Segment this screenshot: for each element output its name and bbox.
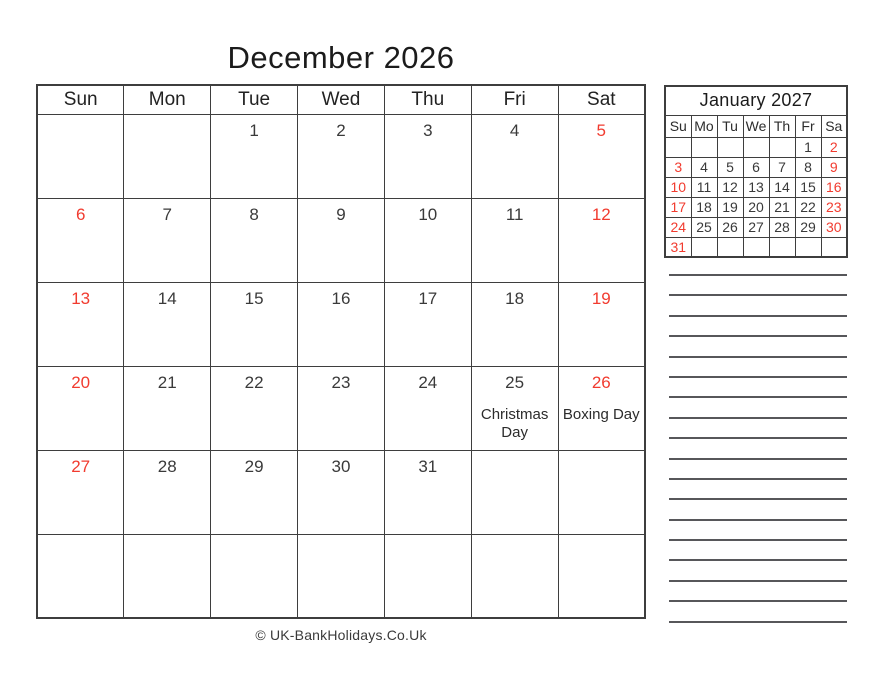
day-cell	[384, 450, 471, 534]
day-cell	[211, 198, 298, 282]
mini-day-cell	[691, 217, 717, 237]
mini-day-cell	[691, 177, 717, 197]
mini-day-cell	[717, 237, 743, 257]
day-number: 21	[157, 372, 177, 392]
note-line	[669, 580, 847, 600]
mini-day-number: 25	[696, 219, 712, 235]
mini-day-number: 5	[726, 159, 734, 175]
mini-day-number: 28	[774, 219, 790, 235]
weekday-header-row	[37, 85, 645, 114]
day-cell	[37, 114, 124, 198]
day-cell	[471, 198, 558, 282]
day-cell	[471, 450, 558, 534]
mini-weekday-header-mo: Mo	[691, 115, 717, 137]
note-line	[669, 478, 847, 498]
mini-day-number: 15	[800, 179, 816, 195]
day-cell	[124, 198, 211, 282]
mini-day-cell	[769, 157, 795, 177]
day-cell	[37, 198, 124, 282]
weekday-header-fri: Fri	[471, 85, 558, 114]
day-number: 19	[591, 288, 611, 308]
day-number: 28	[157, 456, 177, 476]
mini-day-number: 17	[670, 199, 687, 215]
mini-day-number: 13	[748, 179, 764, 195]
day-cell	[124, 282, 211, 366]
day-number: 20	[71, 372, 91, 392]
mini-weekday-header-row	[665, 115, 847, 137]
day-number: 1	[249, 120, 259, 140]
mini-day-cell	[795, 157, 821, 177]
mini-day-number: 8	[804, 159, 812, 175]
mini-week-row	[665, 177, 847, 197]
note-line	[669, 274, 847, 294]
mini-day-number: 11	[696, 179, 712, 195]
day-cell	[471, 114, 558, 198]
holiday-label-christmas-day: Christmas Day	[480, 405, 549, 441]
copyright-footer: © UK-BankHolidays.Co.Uk	[255, 627, 427, 643]
mini-weekday-header-we: We	[743, 115, 769, 137]
mini-day-number: 30	[825, 219, 842, 235]
mini-day-cell	[795, 217, 821, 237]
day-number: 31	[418, 456, 438, 476]
day-number: 14	[157, 288, 177, 308]
note-line	[669, 458, 847, 478]
weekday-header-thu: Thu	[384, 85, 471, 114]
mini-day-cell	[743, 237, 769, 257]
mini-day-number: 23	[825, 199, 842, 215]
mini-day-number: 12	[722, 179, 738, 195]
weekday-header-sun: Sun	[37, 85, 124, 114]
day-cell	[211, 534, 298, 618]
day-number: 23	[331, 372, 351, 392]
mini-day-cell	[665, 197, 691, 217]
day-number: 7	[162, 204, 172, 224]
day-cell	[298, 282, 385, 366]
note-line	[669, 356, 847, 376]
day-cell	[124, 366, 211, 450]
mini-day-number: 6	[752, 159, 760, 175]
mini-day-cell	[795, 137, 821, 157]
week-row	[37, 450, 645, 534]
mini-day-cell	[665, 177, 691, 197]
mini-day-cell	[743, 177, 769, 197]
day-cell	[558, 450, 645, 534]
day-cell	[558, 198, 645, 282]
mini-day-number: 20	[748, 199, 764, 215]
mini-day-cell	[691, 137, 717, 157]
mini-weekday-header-th: Th	[769, 115, 795, 137]
mini-calendar-title: January 2027	[665, 86, 847, 115]
mini-weekday-header-tu: Tu	[717, 115, 743, 137]
day-number: 15	[244, 288, 264, 308]
mini-day-number: 24	[670, 219, 687, 235]
mini-day-cell	[769, 177, 795, 197]
day-cell	[298, 534, 385, 618]
day-cell-boxing-day	[558, 366, 645, 450]
week-row	[37, 366, 645, 450]
mini-week-row	[665, 197, 847, 217]
mini-day-cell	[665, 217, 691, 237]
day-cell	[124, 534, 211, 618]
mini-day-number: 9	[829, 159, 838, 175]
day-number: 25	[505, 372, 525, 392]
weekday-header-mon: Mon	[124, 85, 211, 114]
page-title: December 2026	[227, 40, 455, 75]
mini-day-cell	[821, 237, 847, 257]
day-number: 17	[418, 288, 438, 308]
day-cell	[37, 534, 124, 618]
note-line	[669, 600, 847, 620]
day-cell	[211, 282, 298, 366]
mini-day-cell	[821, 137, 847, 157]
mini-day-number: 10	[670, 179, 687, 195]
mini-day-number: 29	[800, 219, 816, 235]
mini-day-number: 19	[722, 199, 738, 215]
mini-day-number: 22	[800, 199, 816, 215]
day-number: 10	[418, 204, 438, 224]
mini-day-cell	[769, 137, 795, 157]
week-row	[37, 198, 645, 282]
day-cell	[384, 198, 471, 282]
day-cell	[211, 366, 298, 450]
mini-week-row	[665, 137, 847, 157]
mini-day-number: 26	[722, 219, 738, 235]
note-line	[669, 396, 847, 416]
mini-day-number: 27	[748, 219, 764, 235]
mini-week-row	[665, 237, 847, 257]
mini-day-number: 31	[670, 238, 687, 255]
note-lines	[669, 274, 847, 641]
mini-day-cell	[821, 177, 847, 197]
mini-day-cell	[717, 217, 743, 237]
mini-day-cell	[821, 157, 847, 177]
mini-day-cell	[821, 197, 847, 217]
day-cell	[124, 114, 211, 198]
mini-day-number: 4	[700, 159, 708, 175]
mini-day-number: 2	[829, 139, 838, 155]
day-cell	[558, 114, 645, 198]
day-number: 16	[331, 288, 351, 308]
mini-day-cell	[821, 217, 847, 237]
day-number: 27	[71, 456, 91, 476]
day-cell	[298, 198, 385, 282]
mini-day-number: 14	[774, 179, 790, 195]
mini-day-cell	[691, 157, 717, 177]
day-cell	[211, 114, 298, 198]
day-cell	[471, 534, 558, 618]
mini-day-cell	[769, 237, 795, 257]
mini-day-cell	[769, 197, 795, 217]
day-cell	[298, 366, 385, 450]
day-number: 9	[336, 204, 346, 224]
weekday-header-tue: Tue	[211, 85, 298, 114]
day-number: 24	[418, 372, 438, 392]
mini-weekday-header-su: Su	[665, 115, 691, 137]
day-number: 4	[509, 120, 520, 140]
week-row	[37, 282, 645, 366]
mini-day-cell	[795, 177, 821, 197]
mini-day-cell	[743, 197, 769, 217]
december-calendar	[36, 84, 646, 619]
week-row	[37, 534, 645, 618]
mini-day-cell	[743, 217, 769, 237]
note-line	[669, 539, 847, 559]
note-line	[669, 315, 847, 335]
mini-day-cell	[691, 237, 717, 257]
mini-day-number: 1	[804, 139, 812, 155]
mini-day-cell	[743, 137, 769, 157]
january-mini-calendar	[664, 85, 848, 258]
note-line	[669, 559, 847, 579]
mini-day-cell	[769, 217, 795, 237]
note-line	[669, 417, 847, 437]
note-line	[669, 621, 847, 641]
day-cell-christmas	[471, 366, 558, 450]
day-number: 2	[336, 120, 346, 140]
note-line	[669, 498, 847, 518]
day-cell	[211, 450, 298, 534]
mini-day-cell	[665, 237, 691, 257]
mini-day-cell	[795, 197, 821, 217]
mini-day-cell	[665, 157, 691, 177]
day-number: 30	[331, 456, 351, 476]
note-line	[669, 335, 847, 355]
day-number: 6	[75, 204, 86, 224]
note-line	[669, 294, 847, 314]
mini-day-number: 7	[778, 159, 786, 175]
mini-week-row	[665, 217, 847, 237]
day-number: 5	[596, 120, 607, 140]
mini-day-cell	[717, 157, 743, 177]
day-cell	[298, 450, 385, 534]
day-number: 18	[505, 288, 525, 308]
day-cell	[37, 366, 124, 450]
day-number: 26	[591, 372, 611, 392]
mini-weekday-header-fr: Fr	[795, 115, 821, 137]
day-cell	[384, 534, 471, 618]
mini-day-cell	[743, 157, 769, 177]
mini-day-cell	[717, 177, 743, 197]
day-number: 12	[591, 204, 611, 224]
day-cell	[558, 282, 645, 366]
note-line	[669, 519, 847, 539]
day-cell	[384, 282, 471, 366]
mini-day-cell	[717, 197, 743, 217]
mini-day-number: 16	[825, 179, 842, 195]
day-cell	[37, 282, 124, 366]
weekday-header-wed: Wed	[298, 85, 385, 114]
day-cell	[37, 450, 124, 534]
mini-day-cell	[795, 237, 821, 257]
mini-day-cell	[665, 137, 691, 157]
mini-day-cell	[717, 137, 743, 157]
note-line	[669, 376, 847, 396]
day-number: 29	[244, 456, 264, 476]
mini-day-number: 18	[696, 199, 712, 215]
mini-day-cell	[691, 197, 717, 217]
day-number: 11	[505, 204, 524, 224]
mini-day-number: 3	[674, 159, 683, 175]
mini-title-row	[665, 86, 847, 115]
day-number: 3	[423, 120, 433, 140]
day-cell	[384, 114, 471, 198]
mini-weekday-header-sa: Sa	[821, 115, 847, 137]
mini-week-row	[665, 157, 847, 177]
day-cell	[298, 114, 385, 198]
mini-day-number: 21	[774, 199, 790, 215]
weekday-header-sat: Sat	[558, 85, 645, 114]
day-cell	[558, 534, 645, 618]
day-number: 13	[71, 288, 91, 308]
day-cell	[471, 282, 558, 366]
day-cell	[124, 450, 211, 534]
day-number: 8	[249, 204, 259, 224]
week-row	[37, 114, 645, 198]
holiday-label-boxing-day: Boxing Day	[562, 405, 640, 423]
day-cell	[384, 366, 471, 450]
day-number: 22	[244, 372, 264, 392]
note-line	[669, 437, 847, 457]
